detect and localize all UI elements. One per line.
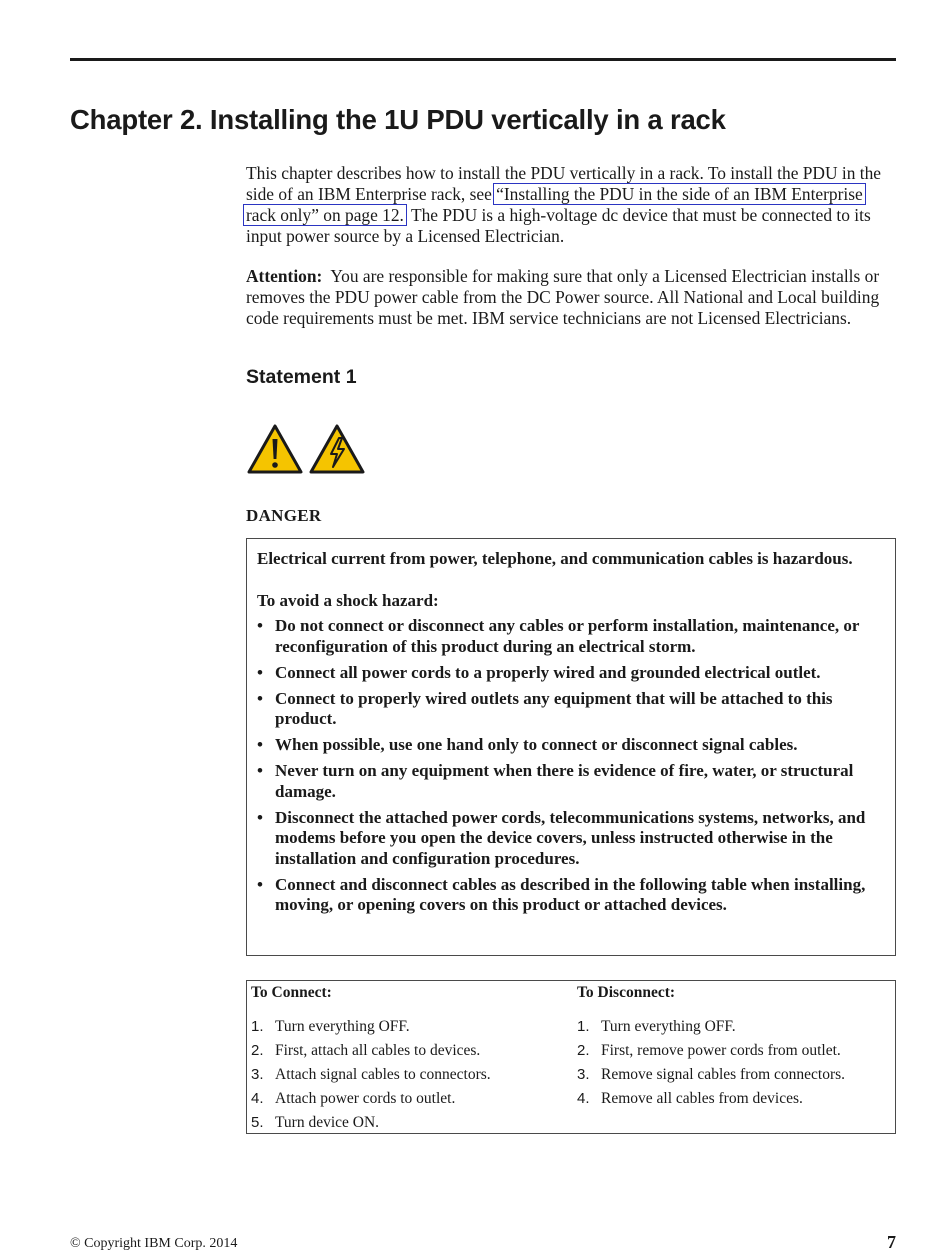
connect-column <box>251 983 571 1135</box>
step-number: 4. <box>577 1090 590 1107</box>
top-rule <box>70 58 896 61</box>
danger-list <box>257 616 885 916</box>
connect-disconnect-table <box>246 980 896 1134</box>
list-item <box>251 1063 571 1087</box>
disconnect-column <box>577 983 887 1111</box>
list-item <box>251 1039 571 1063</box>
list-item <box>257 663 885 684</box>
intro-text-after: The PDU is a high-voltage dc device that must be connected to its input power source by a Licensed Electrician. <box>246 205 871 246</box>
list-item-text: Never turn on any equipment when there is evidence of fire, water, or structural damage. <box>275 761 854 801</box>
copyright-footer: © Copyright IBM Corp. 2014 <box>70 1236 238 1251</box>
step-number: 1. <box>577 1018 590 1035</box>
cross-reference-link[interactable]: “Installing the PDU in the side of an IBM Enterprise rack only” on page 12. <box>243 183 866 226</box>
list-item <box>257 616 885 657</box>
step-text: Turn device ON. <box>275 1114 380 1131</box>
attention-label: Attention: <box>246 266 323 286</box>
statement-heading: Statement 1 <box>246 366 357 388</box>
step-text: Attach signal cables to connectors. <box>275 1066 491 1083</box>
step-text: First, attach all cables to devices. <box>275 1042 481 1059</box>
attention-text: You are responsible for making sure that only a Licensed Electrician installs or removes the PDU power cable from the DC Power source. All National and Local building code requirements must be met. IBM service technicians are not Licensed Electricians. <box>246 266 880 328</box>
step-text: Turn everything OFF. <box>275 1018 410 1035</box>
bullet: • <box>257 735 263 754</box>
list-item <box>257 875 885 916</box>
intro-text-before: This chapter describes how to install the PDU vertically in a rack. To install the PDU in the side of an IBM Enterprise rack, see <box>246 163 882 204</box>
list-item <box>257 761 885 802</box>
step-number: 4. <box>251 1090 264 1107</box>
list-item-text: Connect all power cords to a properly wired and grounded electrical outlet. <box>275 662 821 682</box>
step-text: First, remove power cords from outlet. <box>601 1042 841 1059</box>
hazard-icons <box>247 423 365 475</box>
connect-steps <box>251 1015 571 1135</box>
list-item <box>251 1015 571 1039</box>
intro-paragraph <box>246 163 896 247</box>
list-item <box>257 735 885 756</box>
bullet: • <box>257 688 263 708</box>
bullet: • <box>257 662 263 682</box>
list-item-text: When possible, use one hand only to connect or disconnect signal cables. <box>275 735 798 754</box>
danger-intro: Electrical current from power, telephone, and communication cables is hazardous. <box>257 549 853 568</box>
avoid-shock-heading: To avoid a shock hazard: <box>257 590 439 610</box>
list-item <box>251 1111 571 1135</box>
chapter-title: Chapter 2. Installing the 1U PDU vertically in a rack <box>70 104 726 135</box>
danger-label: DANGER <box>246 506 322 525</box>
step-text: Remove signal cables from connectors. <box>601 1066 846 1083</box>
list-item-text: Do not connect or disconnect any cables or perform installation, maintenance, or reconfiguration of this product during an electrical storm. <box>275 616 860 656</box>
step-number: 3. <box>251 1066 264 1083</box>
warning-exclamation-icon <box>247 423 303 475</box>
list-item <box>577 1063 887 1087</box>
connect-heading: To Connect: <box>251 984 332 1001</box>
bullet: • <box>257 807 263 827</box>
list-item <box>577 1039 887 1063</box>
step-text: Remove all cables from devices. <box>601 1090 803 1107</box>
disconnect-steps <box>577 1015 887 1111</box>
bullet: • <box>257 761 263 780</box>
list-item <box>577 1087 887 1111</box>
list-item-text: Connect and disconnect cables as described in the following table when installing, moving, or opening covers on this product or attached devices. <box>275 874 866 914</box>
list-item-text: Disconnect the attached power cords, telecommunications systems, networks, and modems before you open the device covers, unless instructed otherwise in the installation and configuration procedures. <box>275 807 866 868</box>
attention-paragraph <box>246 266 896 329</box>
bullet: • <box>257 616 263 635</box>
step-number: 3. <box>577 1066 590 1083</box>
step-text: Attach power cords to outlet. <box>275 1090 456 1107</box>
step-text: Turn everything OFF. <box>601 1018 736 1035</box>
disconnect-heading: To Disconnect: <box>577 984 676 1001</box>
danger-notice-box <box>246 538 896 956</box>
bullet: • <box>257 874 263 894</box>
list-item <box>251 1087 571 1111</box>
step-number: 2. <box>251 1042 264 1059</box>
page-number: 7 <box>887 1232 896 1252</box>
step-number: 2. <box>577 1042 590 1059</box>
step-number: 1. <box>251 1018 264 1035</box>
list-item <box>257 808 885 870</box>
list-item <box>257 689 885 730</box>
step-number: 5. <box>251 1114 264 1131</box>
electrical-hazard-icon <box>309 423 365 475</box>
list-item-text: Connect to properly wired outlets any equipment that will be attached to this product. <box>275 688 833 728</box>
list-item <box>577 1015 887 1039</box>
